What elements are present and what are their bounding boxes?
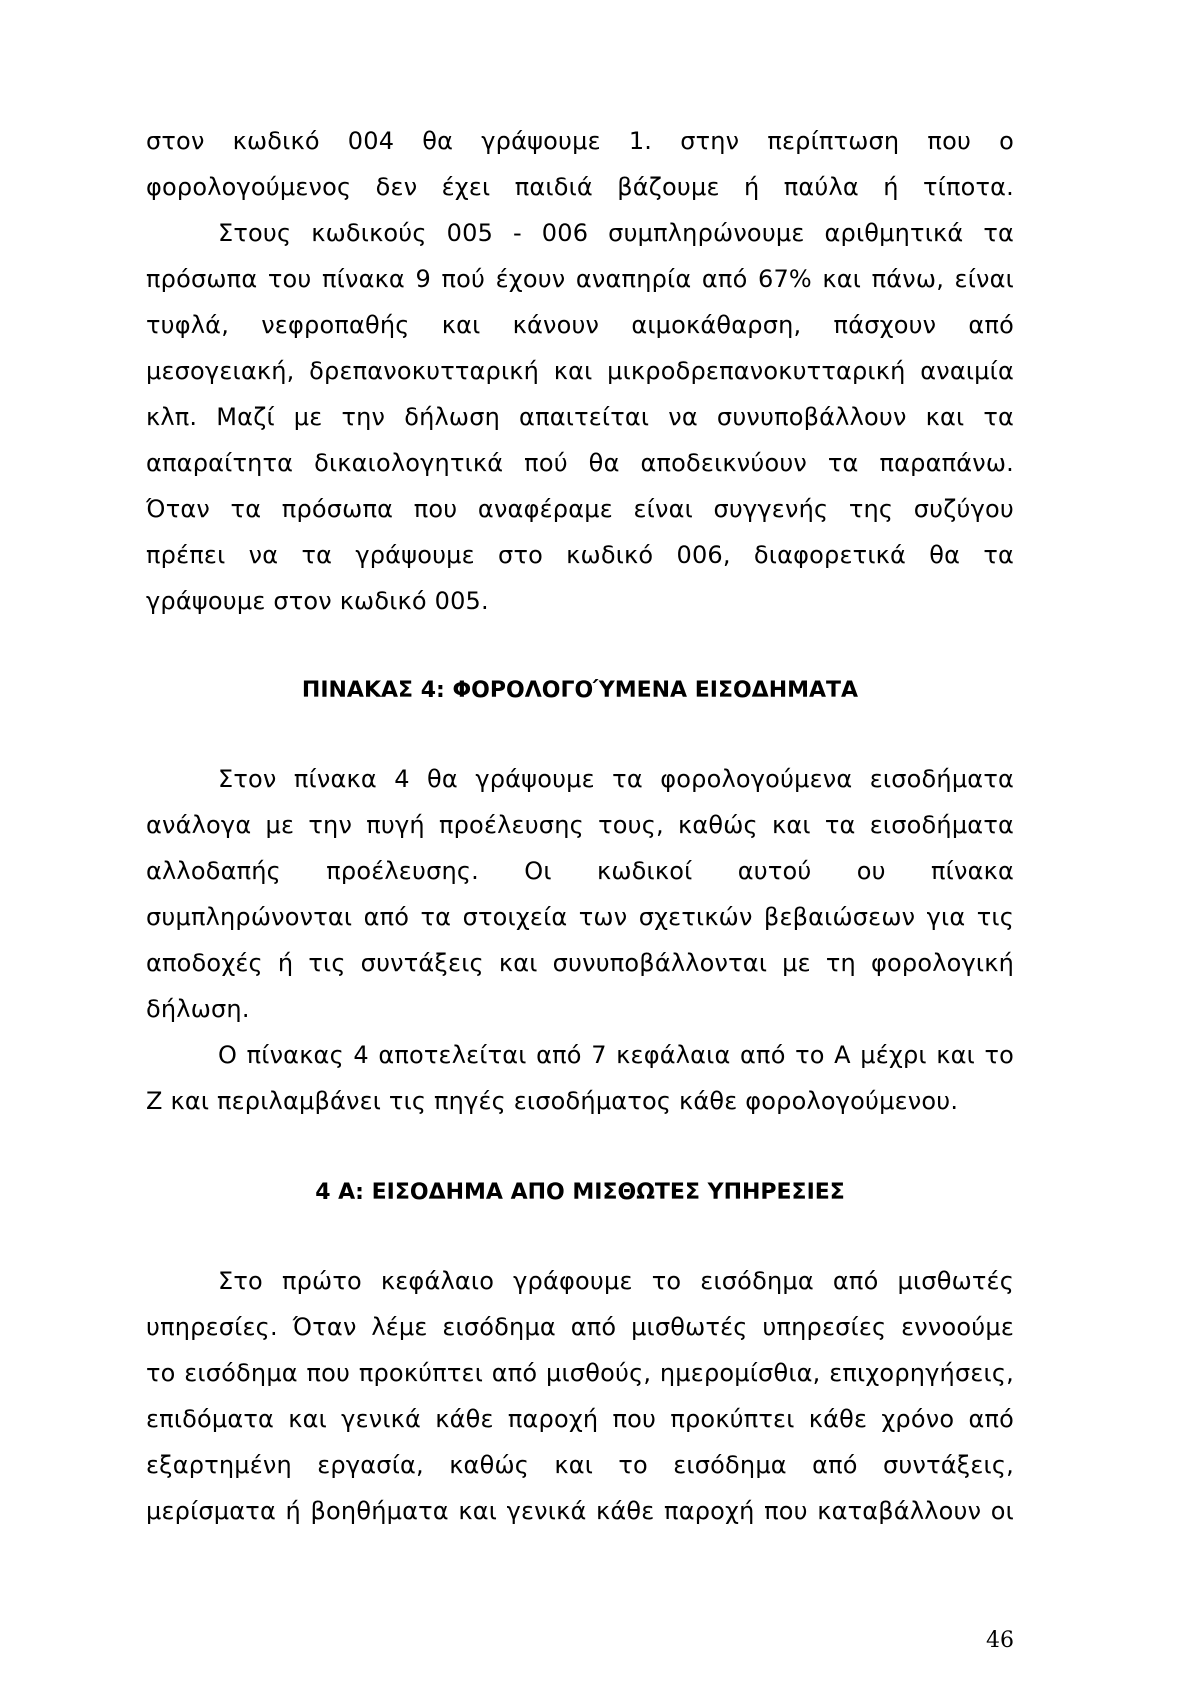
- text-line: εξαρτημένη εργασία, καθώς και το εισόδημα από συντάξεις,: [146, 1451, 1014, 1479]
- text-line: ανάλογα με την πυγή προέλευσης τους, καθώς και τα εισοδήματα: [146, 811, 1014, 839]
- text-line: Στον πίνακα 4 θα γράψουμε τα φορολογούμενα εισοδήματα: [218, 765, 1014, 793]
- text-line: πρόσωπα του πίνακα 9 πού έχουν αναπηρία από 67% και πάνω, είναι: [146, 265, 1014, 293]
- text-line: στον κωδικό 004 θα γράψουμε 1. στην περίπτωση που ο: [146, 127, 1014, 155]
- text-line: Ο πίνακας 4 αποτελείται από 7 κεφάλαια από το Α μέχρι και το: [218, 1041, 1014, 1069]
- text-line: μεσογειακή, δρεπανοκυτταρική και μικροδρεπανοκυτταρική αναιμία: [146, 357, 1014, 385]
- text-line: Στους κωδικούς 005 - 006 συμπληρώνουμε αριθμητικά τα: [218, 219, 1014, 247]
- text-line: το εισόδημα που προκύπτει από μισθούς, ημερομίσθια, επιχορηγήσεις,: [146, 1359, 1014, 1387]
- text-line: πρέπει να τα γράψουμε στο κωδικό 006, διαφορετικά θα τα: [146, 541, 1014, 569]
- text-line: αποδοχές ή τις συντάξεις και συνυποβάλλονται με τη φορολογική: [146, 949, 1014, 977]
- paragraph-code-004: [146, 118, 1014, 210]
- text-line: απαραίτητα δικαιολογητικά πού θα αποδεικνύουν τα παραπάνω.: [146, 449, 1014, 477]
- text-line: Όταν τα πρόσωπα που αναφέραμε είναι συγγενής της συζύγου: [146, 495, 1014, 523]
- text-line: μερίσματα ή βοηθήματα και γενικά κάθε παροχή που καταβάλλουν οι: [146, 1497, 1014, 1525]
- text-line: Ζ και περιλαμβάνει τις πηγές εισοδήματος κάθε φορολογούμενου.: [146, 1087, 959, 1115]
- paragraph-codes-005-006: [146, 210, 1014, 624]
- page-content: [146, 118, 1014, 1534]
- text-line: αλλοδαπής προέλευσης. Οι κωδικοί αυτού ου πίνακα: [146, 857, 1014, 885]
- section-heading-table-4: ΠΙΝΑΚΑΣ 4: ΦΟΡΟΛΟΓΟΎΜΕΝΑ ΕΙΣΟΔΗΜΑΤΑ: [301, 678, 859, 703]
- paragraph-table-4-intro: [146, 756, 1014, 1032]
- text-line: Στο πρώτο κεφάλαιο γράφουμε το εισόδημα από μισθωτές: [218, 1267, 1014, 1295]
- paragraph-table-4-chapters: [146, 1032, 1014, 1124]
- section-heading-4a: 4 Α: ΕΙΣΟΔΗΜΑ ΑΠΟ ΜΙΣΘΩΤΕΣ ΥΠΗΡΕΣΙΕΣ: [315, 1180, 845, 1205]
- text-line: κλπ. Μαζί με την δήλωση απαιτείται να συνυποβάλλουν και τα: [146, 403, 1014, 431]
- text-line: συμπληρώνονται από τα στοιχεία των σχετικών βεβαιώσεων για τις: [146, 903, 1014, 931]
- page-number: 46: [986, 1628, 1014, 1653]
- text-line: γράψουμε στον κωδικό 005.: [146, 587, 489, 615]
- text-line: υπηρεσίες. Όταν λέμε εισόδημα από μισθωτές υπηρεσίες εννοούμε: [146, 1313, 1014, 1341]
- text-line: επιδόματα και γενικά κάθε παροχή που προκύπτει κάθε χρόνο από: [146, 1405, 1014, 1433]
- text-line: φορολογούμενος δεν έχει παιδιά βάζουμε ή παύλα ή τίποτα.: [146, 173, 1014, 201]
- text-line: δήλωση.: [146, 995, 250, 1023]
- text-line: τυφλά, νεφροπαθής και κάνουν αιμοκάθαρση, πάσχουν από: [146, 311, 1014, 339]
- paragraph-4a-intro: [146, 1258, 1014, 1534]
